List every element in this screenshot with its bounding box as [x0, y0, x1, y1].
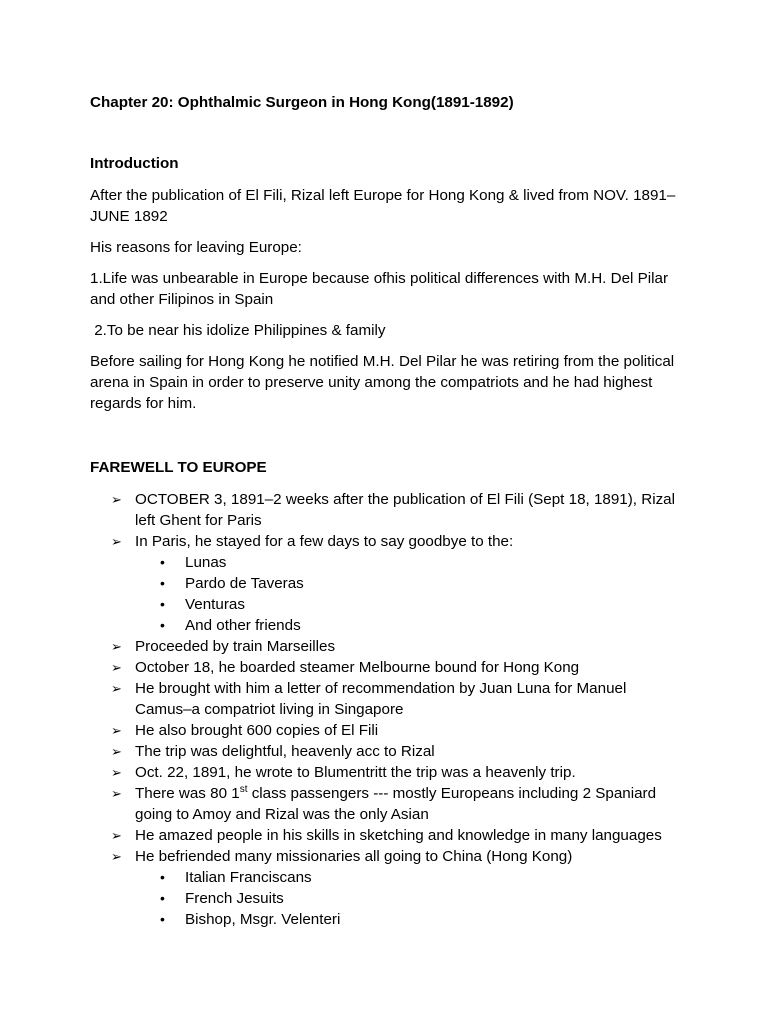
list-item-text: He befriended many missionaries all going to China (Hong Kong): [135, 848, 573, 865]
sub-list-item-text: Bishop, Msgr. Velenteri: [185, 911, 341, 928]
list-item-text: He brought with him a letter of recommendation by Juan Luna for Manuel Camus–a compatriot living in Singapore: [135, 680, 627, 718]
superscript-st: st: [239, 783, 248, 795]
arrow-bullet-icon: ➢: [111, 639, 122, 654]
farewell-heading: FAREWELL TO EUROPE: [90, 459, 267, 476]
arrow-bullet-icon: ➢: [111, 786, 122, 801]
sub-list-item: [135, 615, 682, 636]
intro-paragraph-5: Before sailing for Hong Kong he notified M.H. Del Pilar he was retiring from the political arena in Spain in order to preserve unity among the compatriots and he had highest regards for him.: [90, 353, 675, 412]
list-item: [90, 489, 682, 531]
list-item-text: Proceeded by train Marseilles: [135, 638, 336, 655]
arrow-bullet-icon: ➢: [111, 744, 122, 759]
list-item-text: In Paris, he stayed for a few days to say goodbye to the:: [135, 533, 514, 550]
list-item-text: Oct. 22, 1891, he wrote to Blumentritt the trip was a heavenly trip.: [135, 764, 576, 781]
list-item-text: October 18, he boarded steamer Melbourne bound for Hong Kong: [135, 659, 580, 676]
list-item: [90, 678, 682, 720]
arrow-bullet-icon: ➢: [111, 660, 122, 675]
list-item: [90, 825, 682, 846]
arrow-bullet-icon: ➢: [111, 492, 122, 507]
dot-bullet-icon: •: [160, 554, 165, 570]
dot-bullet-icon: •: [160, 911, 165, 927]
arrow-bullet-icon: ➢: [111, 849, 122, 864]
document-body: [90, 92, 682, 930]
intro-paragraph-2: His reasons for leaving Europe:: [90, 239, 302, 256]
intro-paragraph-4: 2.To be near his idolize Philippines & family: [90, 322, 386, 339]
list-item: [90, 846, 682, 930]
list-item: [90, 720, 682, 741]
paris-friends-list: [135, 552, 682, 636]
sub-list-item: [135, 909, 682, 930]
arrow-bullet-icon: ➢: [111, 765, 122, 780]
sub-list-item-text: French Jesuits: [185, 890, 284, 907]
introduction-heading: Introduction: [90, 155, 179, 172]
list-item: [90, 636, 682, 657]
passengers-text-start: There was 80 1: [135, 785, 240, 802]
sub-list-item: [135, 573, 682, 594]
list-item: [90, 657, 682, 678]
arrow-bullet-icon: ➢: [111, 534, 122, 549]
sub-list-item-text: Pardo de Taveras: [185, 575, 304, 592]
sub-list-item-text: And other friends: [185, 617, 301, 634]
list-item: [90, 783, 682, 825]
dot-bullet-icon: •: [160, 617, 165, 633]
sub-list-item: [135, 888, 682, 909]
list-item-text: He also brought 600 copies of El Fili: [135, 722, 379, 739]
dot-bullet-icon: •: [160, 869, 165, 885]
farewell-list: [90, 489, 682, 930]
sub-list-item: [135, 594, 682, 615]
dot-bullet-icon: •: [160, 890, 165, 906]
list-item-text: OCTOBER 3, 1891–2 weeks after the publication of El Fili (Sept 18, 1891), Rizal left Ghent for Paris: [135, 491, 675, 529]
sub-list-item: [135, 867, 682, 888]
arrow-bullet-icon: ➢: [111, 723, 122, 738]
arrow-bullet-icon: ➢: [111, 828, 122, 843]
sub-list-item-text: Venturas: [185, 596, 245, 613]
list-item-text: The trip was delightful, heavenly acc to Rizal: [135, 743, 435, 760]
list-item: [90, 741, 682, 762]
sub-list-item-text: Lunas: [185, 554, 227, 571]
dot-bullet-icon: •: [160, 575, 165, 591]
chapter-title: Chapter 20: Ophthalmic Surgeon in Hong Kong(1891-1892): [90, 94, 514, 111]
sub-list-item-text: Italian Franciscans: [185, 869, 312, 886]
list-item-text: He amazed people in his skills in sketching and knowledge in many languages: [135, 827, 662, 844]
intro-paragraph-3: 1.Life was unbearable in Europe because ofhis political differences with M.H. Del Pilar and other Filipinos in Spain: [90, 270, 668, 308]
list-item: [90, 762, 682, 783]
passengers-text-end: class passengers --- mostly Europeans including 2 Spaniard going to Amoy and Rizal was the only Asian: [135, 785, 657, 823]
sub-list-item: [135, 552, 682, 573]
arrow-bullet-icon: ➢: [111, 681, 122, 696]
dot-bullet-icon: •: [160, 596, 165, 612]
intro-paragraph-1: After the publication of El Fili, Rizal left Europe for Hong Kong & lived from NOV. 1891– JUNE 1892: [90, 187, 676, 225]
list-item: [90, 531, 682, 636]
missionaries-list: [135, 867, 682, 930]
